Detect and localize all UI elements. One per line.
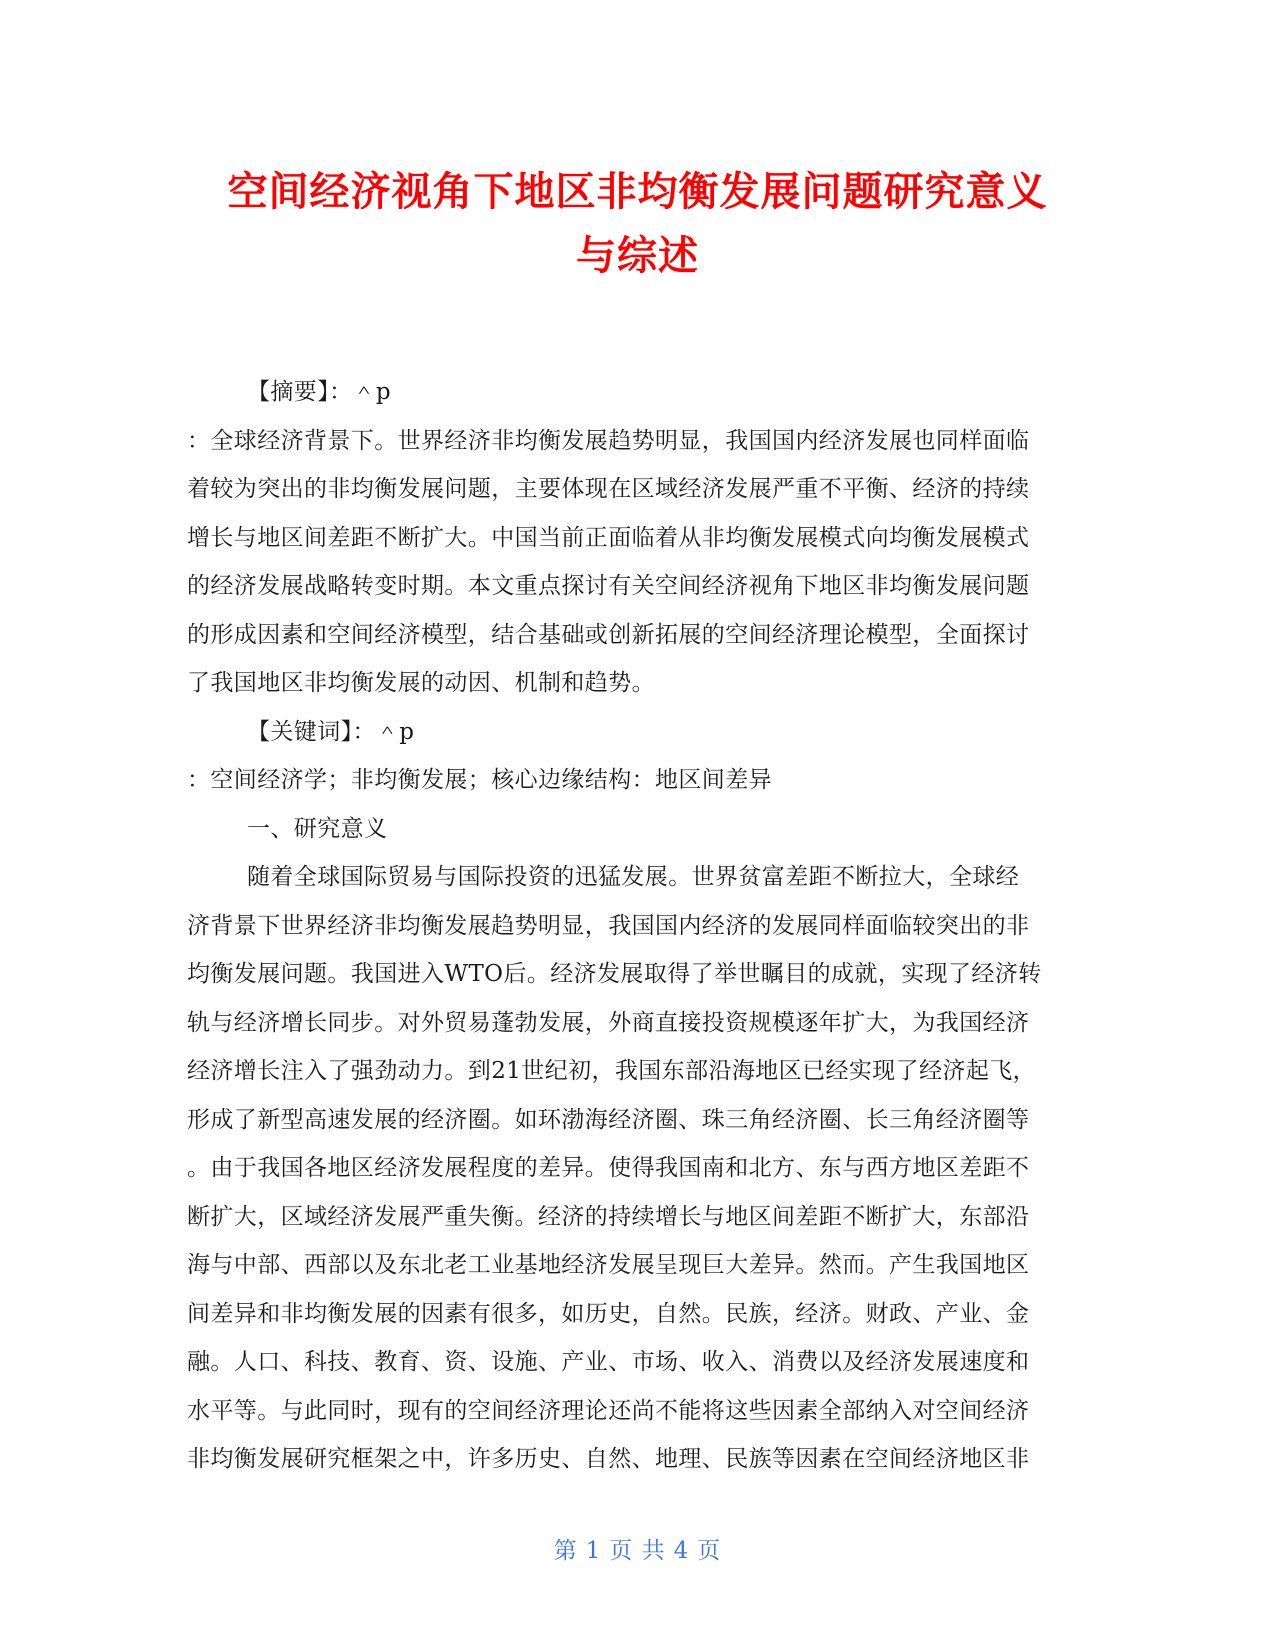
- body-line: 随着全球国际贸易与国际投资的迅猛发展。世界贫富差距不断拉大，全球经: [247, 864, 1020, 890]
- body-line: ：全球经济背景下。世界经济非均衡发展趋势明显，我国国内经济发展也同样面临: [187, 427, 1030, 454]
- body-line: 水平等。与此同时，现有的空间经济理论还尚不能将这些因素全部纳入对空间经济: [187, 1397, 1030, 1424]
- body-line: 均衡发展问题。我国进入WTO后。经济发展取得了举世瞩目的成就，实现了经济转: [187, 961, 1042, 987]
- body-line: 非均衡发展研究框架之中，许多历史、自然、地理、民族等因素在空间经济地区非: [187, 1446, 1030, 1472]
- title-line-1: 空间经济视角下地区非均衡发展问题研究意义: [227, 169, 1048, 215]
- body-line: 轨与经济增长同步。对外贸易蓬勃发展，外商直接投资规模逐年扩大，为我国经济: [187, 1009, 1030, 1036]
- body-line: ：空间经济学；非均衡发展；核心边缘结构：地区间差异: [187, 767, 772, 793]
- body-line: 着较为突出的非均衡发展问题，主要体现在区域经济发展严重不平衡、经济的持续: [187, 476, 1030, 502]
- body-line: 经济增长注入了强劲动力。到21世纪初，我国东部沿海地区已经实现了经济起飞，: [187, 1058, 1037, 1084]
- body-line: 海与中部、西部以及东北老工业基地经济发展呈现巨大差异。然而。产生我国地区: [187, 1252, 1030, 1278]
- body-line: 间差异和非均衡发展的因素有很多，如历史，自然。民族，经济。财政、产业、金: [187, 1300, 1030, 1327]
- body-line: 融。人口、科技、教育、资、设施、产业、市场、收入、消费以及经济发展速度和: [187, 1349, 1030, 1375]
- document-title: [150, 160, 1125, 288]
- body-line: 【关键词】：＾p: [247, 718, 415, 745]
- footer-prefix: 第: [553, 1538, 578, 1564]
- body-line: 增长与地区间差距不断扩大。中国当前正面临着从非均衡发展模式向均衡发展模式: [187, 524, 1030, 551]
- body-line: 的经济发展战略转变时期。本文重点探讨有关空间经济视角下地区非均衡发展问题: [187, 573, 1030, 599]
- footer-mid: 页 共: [609, 1538, 666, 1564]
- title-line-2: 与综述: [576, 233, 699, 279]
- body-line: 断扩大，区域经济发展严重失衡。经济的持续增长与地区间差距不断扩大，东部沿: [187, 1203, 1030, 1230]
- page-footer: [0, 1532, 1275, 1565]
- body-line: 形成了新型高速发展的经济圈。如环渤海经济圈、珠三角经济圈、长三角经济圈等: [187, 1106, 1030, 1133]
- body-line: 了我国地区非均衡发展的动因、机制和趋势。: [187, 670, 655, 696]
- body-line: 的形成因素和空间经济模型，结合基础或创新拓展的空间经济理论模型，全面探讨: [187, 621, 1030, 648]
- body-line: 【摘要】：＾p: [247, 379, 392, 405]
- footer-current-page: 1: [585, 1538, 602, 1564]
- document-body: [187, 368, 1087, 1484]
- body-line: 。由于我国各地区经济发展程度的差异。使得我国南和北方、东与西方地区差距不: [187, 1155, 1030, 1181]
- footer-total-pages: 4: [673, 1538, 690, 1564]
- footer-suffix: 页: [697, 1538, 722, 1564]
- body-line: 济背景下世界经济非均衡发展趋势明显，我国国内经济的发展同样面临较突出的非: [187, 912, 1030, 939]
- body-line: 一、研究意义: [247, 815, 388, 842]
